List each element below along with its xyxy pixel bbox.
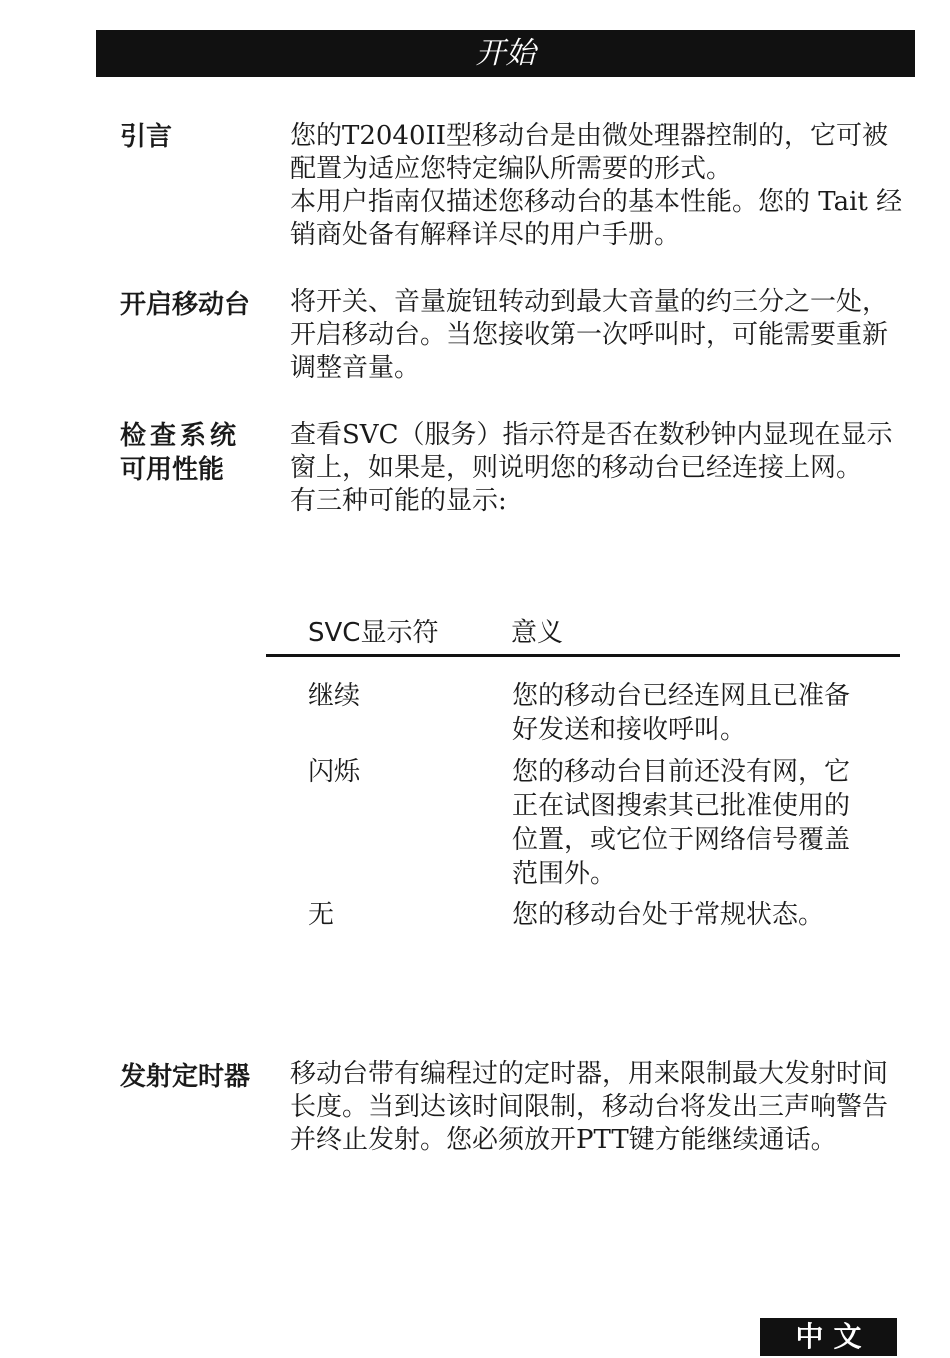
check-system-paragraph: 有三种可能的显示:	[290, 486, 507, 516]
transmit-timer-paragraph: 移动台带有编程过的定时器，用来限制最大发射时间长度。当到达该时间限制，移动台将发出三声响警告并终止发射。您必须放开PTT键方能继续通话。	[290, 1059, 889, 1155]
introduction-paragraph: 您的T2040II型移动台是由微处理器控制的，它可被配置为适应您特定编队所需要的形式。	[290, 121, 889, 184]
meaning-column-header: 意义	[511, 618, 564, 648]
section-label-line: 检查系统	[120, 421, 241, 451]
section-body-check-system	[290, 419, 910, 518]
check-system-paragraph: 查看SVC（服务）指示符是否在数秒钟内显现在显示窗上，如果是，则说明您的移动台已经连接上网。	[290, 420, 893, 483]
svc-meaning-cell: 您的移动台目前还没有网，它正在试图搜索其已批准使用的位置，或它位于网络信号覆盖范围外。	[512, 757, 851, 889]
introduction-paragraph: 本用户指南仅描述您移动台的基本性能。您的 Tait 经销商处备有解释详尽的用户手册。	[290, 187, 903, 250]
svc-column-header: SVC显示符	[308, 618, 439, 648]
power-on-paragraph: 将开关、音量旋钮转动到最大音量的约三分之一处，开启移动台。当您接收第一次呼叫时，可能需要重新调整音量。	[290, 287, 889, 383]
section-body-introduction	[290, 120, 910, 252]
svc-table-header	[266, 612, 900, 657]
page-title: 开始	[96, 30, 915, 77]
language-badge: 中文	[760, 1318, 897, 1356]
svc-indicator-cell: 闪烁	[308, 757, 361, 787]
section-body-power-on	[290, 286, 910, 385]
section-label-power-on: 开启移动台	[120, 290, 251, 320]
section-label-line: 可用性能	[120, 455, 225, 485]
section-label-introduction: 引言	[120, 122, 173, 152]
svc-meaning-cell: 您的移动台已经连网且已准备好发送和接收呼叫。	[512, 681, 851, 745]
section-label-transmit-timer: 发射定时器	[120, 1062, 251, 1092]
svc-meaning-cell: 您的移动台处于常规状态。	[512, 900, 825, 930]
svc-indicator-cell: 无	[308, 900, 335, 930]
section-label-check-system	[120, 419, 270, 487]
section-body-transmit-timer	[290, 1058, 910, 1157]
svc-indicator-cell: 继续	[308, 681, 361, 711]
